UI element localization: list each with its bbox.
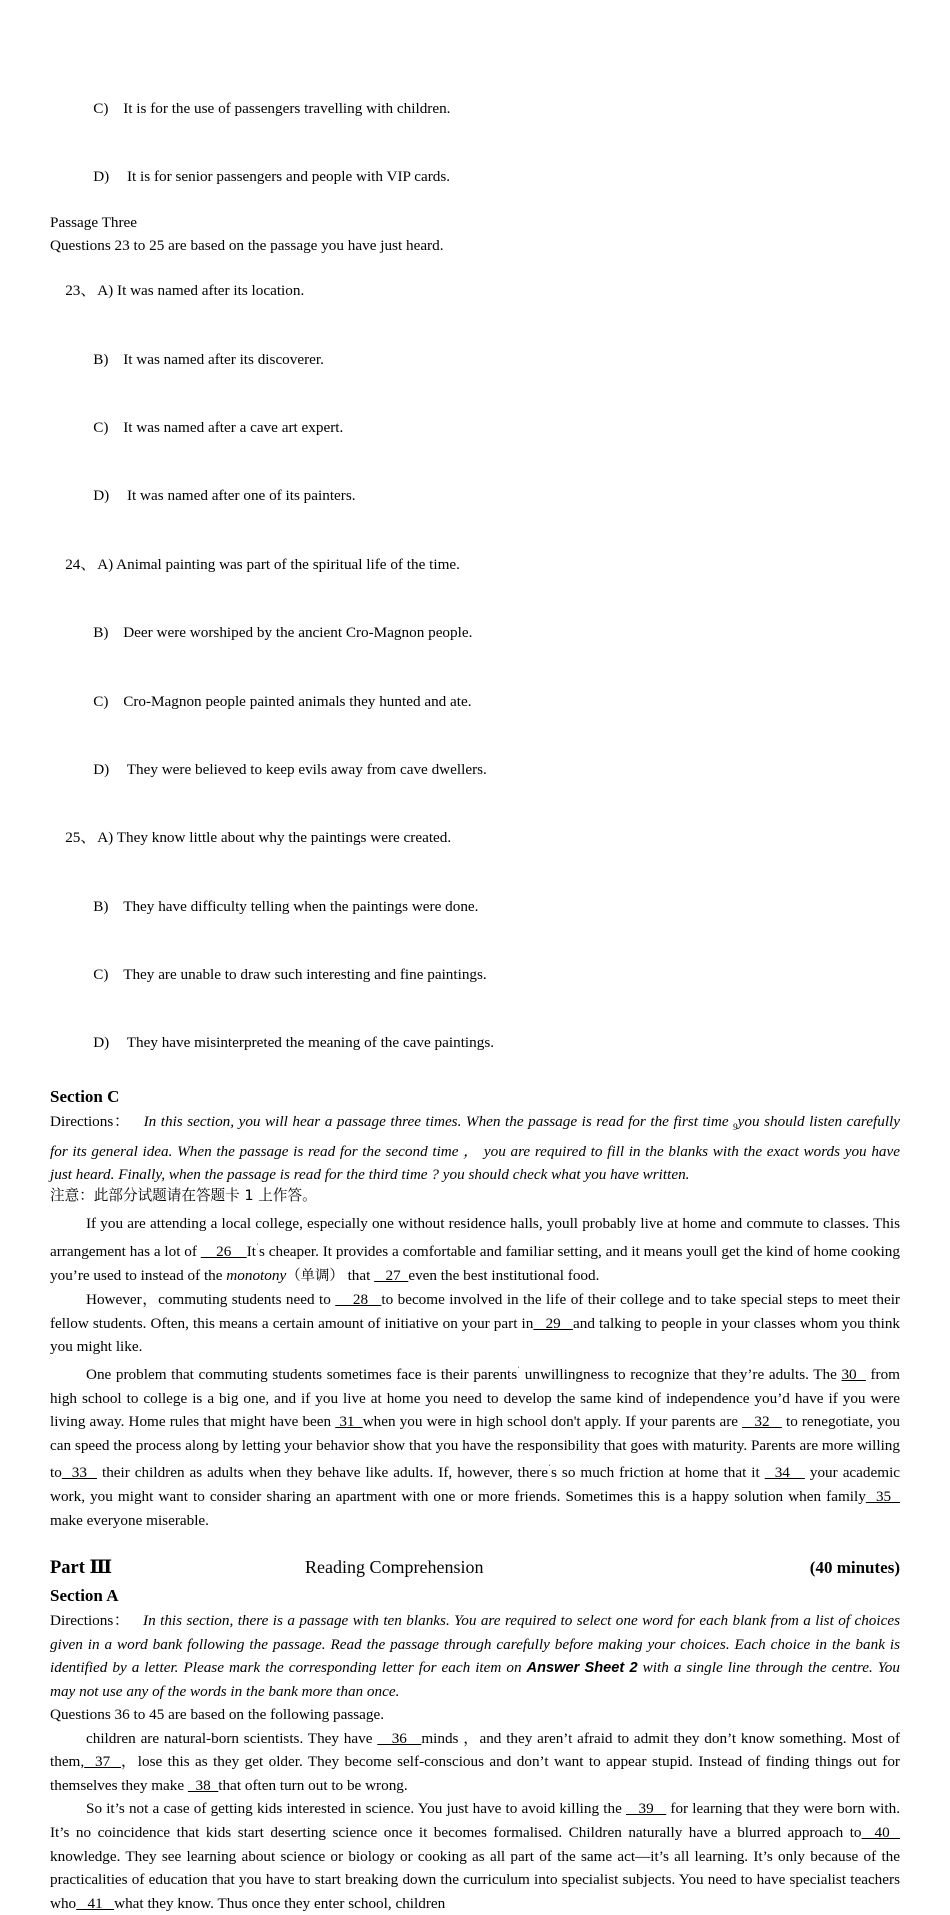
option-label: C) xyxy=(93,418,109,436)
question-row xyxy=(50,257,900,325)
option-text: It is for senior passengers and people with VIP cards. xyxy=(123,168,451,186)
text-run: their children as adults when they behave like adults. If, however, there xyxy=(96,1464,549,1482)
text-run: make everyone miserable. xyxy=(50,1511,209,1529)
blank-36[interactable]: 36 xyxy=(377,1729,422,1747)
blank-37[interactable]: 37 xyxy=(84,1753,121,1771)
part-title: Reading Comprehension xyxy=(305,1557,484,1578)
blank-26[interactable]: 26 xyxy=(200,1242,247,1260)
text-run: minds ，and they aren’t afraid to admit they don’t know something. Most of them, xyxy=(50,1729,900,1771)
section-c-directions xyxy=(50,1110,900,1186)
option-text: Cro-Magnon people painted animals they hunted and ate. xyxy=(123,692,472,710)
blank-30[interactable]: 30 xyxy=(841,1366,866,1383)
section-a-directions xyxy=(50,1609,900,1704)
text-run: children are natural-born scientists. They have xyxy=(86,1729,378,1747)
text-run: If you are attending a local college, especially one without residence halls, youll probably live at home and commute to classes. This arrangement has a lot of xyxy=(50,1215,900,1260)
question-row xyxy=(50,805,900,873)
text-run: s so much friction at home that it xyxy=(551,1464,765,1482)
text-run: that often turn out to be wrong. xyxy=(218,1776,408,1794)
blank-27[interactable]: 27 xyxy=(374,1266,409,1284)
text-run: to renegotiate, you can speed the process along by letting your behavior show that you have the responsibility that goes with maturity. Parents are more willing to xyxy=(50,1413,901,1482)
option-label: B) xyxy=(93,897,109,915)
option-label: D) xyxy=(93,487,110,505)
option-text: It is for the use of passengers travelling with children. xyxy=(123,99,451,117)
cloze-paragraph-1 xyxy=(50,1212,900,1288)
option-row xyxy=(50,941,900,1009)
option-text: They know little about why the paintings were created. xyxy=(113,829,452,847)
option-row xyxy=(50,668,900,736)
option-text: They have misinterpreted the meaning of the cave paintings. xyxy=(123,1034,495,1052)
option-row xyxy=(50,1010,900,1078)
directions-label: Directions： xyxy=(50,1113,130,1131)
option-row xyxy=(50,463,900,531)
cloze-paragraph-2 xyxy=(50,1288,900,1359)
answer-sheet-emphasis: Answer Sheet 2 xyxy=(526,1660,638,1677)
option-row xyxy=(50,736,900,804)
blank-29[interactable]: 29 xyxy=(533,1314,574,1332)
blank-34[interactable]: 34 xyxy=(764,1464,805,1482)
option-row xyxy=(50,599,900,667)
option-label: B) xyxy=(93,350,109,368)
text-run: ，lose this as they get older. They become self-conscious and don’t want to appear stupid. Instead of finding things out for themselves they make xyxy=(50,1753,900,1794)
option-label: D) xyxy=(93,168,110,186)
reading-paragraph-2 xyxy=(50,1797,900,1915)
glossed-word: monotony xyxy=(226,1266,287,1284)
blank-38[interactable]: 38 xyxy=(187,1776,219,1794)
part-label: Part Ⅲ xyxy=(50,1558,113,1579)
text-run: even the best institutional food. xyxy=(408,1266,600,1284)
part-3-header xyxy=(50,1552,900,1583)
option-text: It was named after a cave art expert. xyxy=(123,418,344,436)
text-run: However，commuting students need to xyxy=(86,1291,336,1309)
part-time-allowance: (40 minutes) xyxy=(809,1558,900,1578)
directions-label: Directions： xyxy=(50,1612,130,1630)
option-label: D) xyxy=(93,1034,110,1052)
option-text: It was named after its discoverer. xyxy=(123,350,324,368)
text-run: from high school to college is a big one, and if you live at home you need to develop the same kind of independence you’d have if you were living away. Home rules that might have been xyxy=(50,1366,900,1431)
apostrophe-artifact: ˈ xyxy=(255,1241,259,1252)
option-text: Animal painting was part of the spiritual life of the time. xyxy=(113,555,460,573)
option-text: Deer were worshiped by the ancient Cro-Magnon people. xyxy=(123,624,473,642)
blank-39[interactable]: 39 xyxy=(625,1800,667,1818)
text-run: that xyxy=(343,1266,375,1284)
directions-text-part1: In this section, there is a passage with ten blanks. You are required to select one word for each blank from a list of choices given in a word bank following the passage. Read the passage through carefully before making your choices. Each choice in the bank is identified by a letter. Please mark the corresponding letter for each item on xyxy=(50,1612,901,1677)
option-label: A) xyxy=(97,555,114,573)
option-row xyxy=(50,394,900,462)
blank-31[interactable]: 31 xyxy=(335,1413,363,1431)
option-text: It was named after its location. xyxy=(113,282,305,300)
text-run: your academic work, you might want to consider sharing an apartment with one or more friends. Sometimes this is a happy solution when family xyxy=(50,1464,901,1506)
option-row xyxy=(50,75,900,143)
apostrophe-artifact: ˈ xyxy=(548,1463,552,1474)
text-run: One problem that commuting students sometimes face is their parents xyxy=(86,1366,518,1383)
apostrophe-artifact: ˈ xyxy=(517,1364,521,1375)
option-label: B) xyxy=(93,624,109,642)
text-run: s cheaper. It provides a comfortable and familiar setting, and it means youll get the kind of home cooking you’re used to instead of the xyxy=(50,1242,900,1284)
blank-32[interactable]: 32 xyxy=(742,1413,782,1431)
text-run: to become involved in the life of their college and to take special steps to meet their fellow students. Often, this means a certain amount of initiative on your part in xyxy=(50,1291,900,1332)
option-row xyxy=(50,143,900,211)
text-run: what they know. Thus once they enter school, children xyxy=(114,1894,446,1912)
blank-33[interactable]: 33 xyxy=(61,1464,97,1482)
chinese-note: 注意：此部分试题请在答题卡 1 上作答。 xyxy=(50,1187,317,1205)
option-text: It was named after one of its painters. xyxy=(123,487,356,505)
option-label: C) xyxy=(93,692,109,710)
chinese-gloss: （单调） xyxy=(286,1267,344,1284)
option-row xyxy=(50,873,900,941)
question-number: 25、 xyxy=(65,829,96,847)
text-run: and talking to people in your classes whom you think you might like. xyxy=(50,1314,901,1356)
ocr-artifact-subscript: 9 xyxy=(733,1122,738,1133)
blank-40[interactable]: 40 xyxy=(861,1824,901,1842)
reading-paragraph-1 xyxy=(50,1727,900,1798)
section-c-heading: Section C xyxy=(50,1087,120,1107)
text-run: for learning that they were born with. It’s no coincidence that kids start deserting science once it becomes formalised. Children naturally have a blurred approach to xyxy=(50,1800,900,1842)
directions-text-part1: In this section, you will hear a passage three times. When the passage is read for the first time xyxy=(143,1113,734,1131)
question-number: 23、 xyxy=(65,282,96,300)
cloze-paragraph-3 xyxy=(50,1359,900,1532)
questions-instruction: Questions 36 to 45 are based on the following passage. xyxy=(50,1705,385,1723)
blank-41[interactable]: 41 xyxy=(76,1894,115,1912)
option-text: They have difficulty telling when the paintings were done. xyxy=(123,897,479,915)
option-label: D) xyxy=(93,760,110,778)
section-a-heading: Section A xyxy=(50,1586,119,1606)
option-text: They are unable to draw such interesting and fine paintings. xyxy=(123,966,487,984)
text-run: unwillingness to recognize that they’re adults. The xyxy=(520,1366,842,1383)
option-label: C) xyxy=(93,966,109,984)
option-row xyxy=(50,326,900,394)
text-run: knowledge. They see learning about science or biology or cooking as all part of the same act—it’s all learning. It’s only because of the practicalities of education that you have to start breaking down the curriculum into specialist subjects. You need to have specialist teachers who xyxy=(50,1847,900,1912)
blank-35[interactable]: 35 xyxy=(865,1488,901,1506)
passage-instruction: Questions 23 to 25 are based on the passage you have just heard. xyxy=(50,236,444,254)
text-run: So it’s not a case of getting kids interested in science. You just have to avoid killing the xyxy=(86,1800,626,1818)
option-label: C) xyxy=(93,99,109,117)
blank-28[interactable]: 28 xyxy=(335,1291,382,1309)
option-text: They were believed to keep evils away from cave dwellers. xyxy=(123,760,487,778)
passage-heading: Passage Three xyxy=(50,213,138,231)
text-run: when you were in high school don't apply. If your parents are xyxy=(362,1413,743,1431)
question-number: 24、 xyxy=(65,555,96,573)
question-row xyxy=(50,531,900,599)
directions-text-part2: you should listen carefully for its general idea. When the passage is read for the second time ， you are required to fill in the blanks with the exact words you have just heard. Finally, when the passage is read for the third time ? you should check what you have written. xyxy=(50,1113,901,1183)
text-run: It xyxy=(246,1242,256,1260)
option-label: A) xyxy=(97,829,114,847)
directions-text-part2: with a single line through the centre. You may not use any of the words in the bank more than once. xyxy=(50,1659,900,1701)
option-label: A) xyxy=(97,282,114,300)
